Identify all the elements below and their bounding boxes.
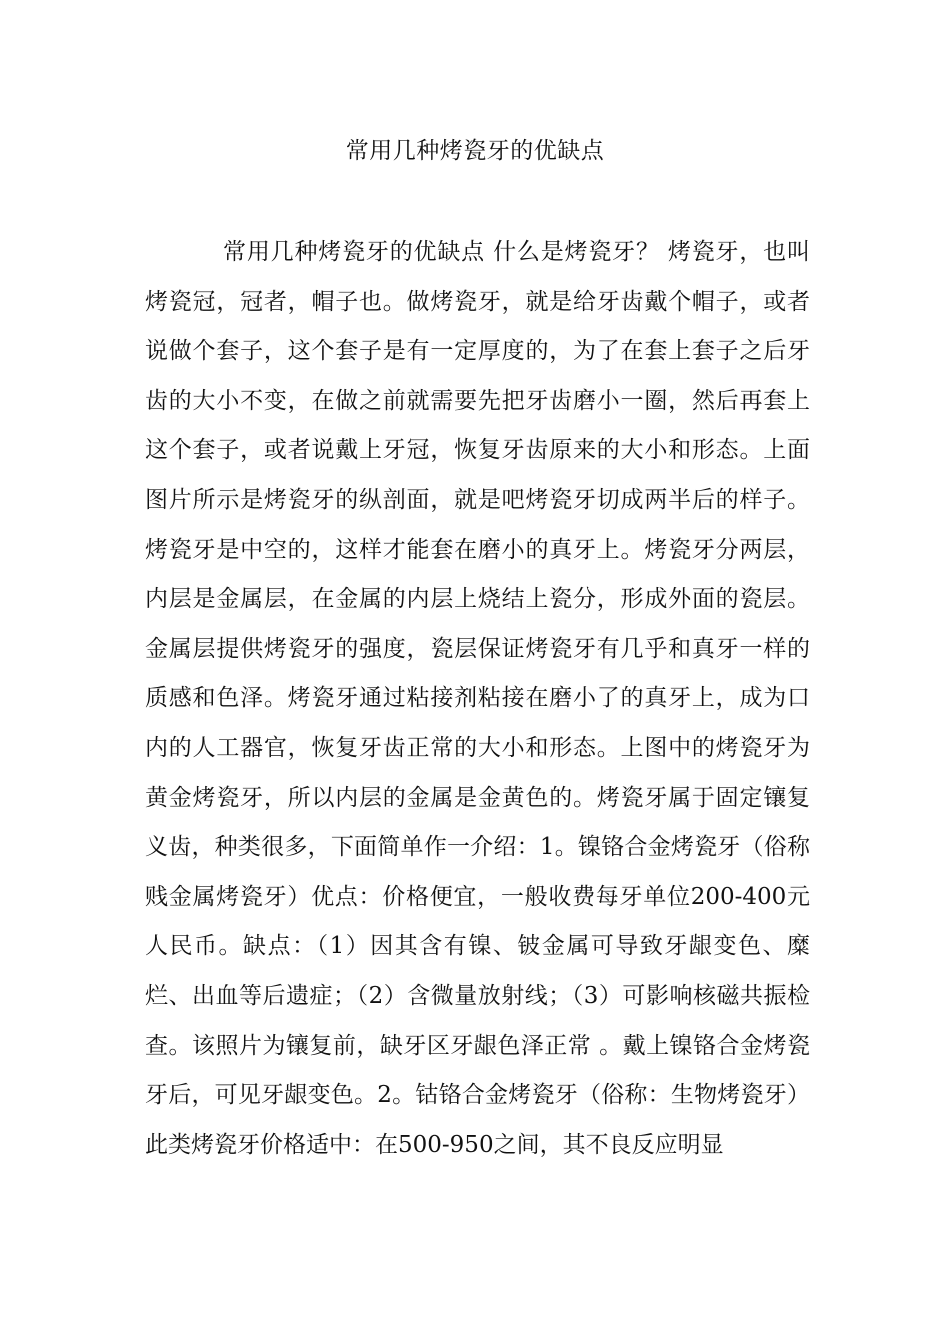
document-body-paragraph: 常用几种烤瓷牙的优缺点 什么是烤瓷牙？ 烤瓷牙，也叫烤瓷冠，冠者，帽子也。做烤瓷牙，就是给牙齿戴个帽子，或者说做个套子，这个套子是有一定厚度的，为了在套上套子之后牙齿的大小不变，在做之前就需要先把牙齿磨小一圈，然后再套上这个套子，或者说戴上牙冠，恢复牙齿原来的大小和形态。上面图片所示是烤瓷牙的纵剖面，就是吧烤瓷牙切成两半后的样子。烤瓷牙是中空的，这样才能套在磨小的真牙上。烤瓷牙分两层，内层是金属层，在金属的内层上烧结上瓷分，形成外面的瓷层。金属层提供烤瓷牙的强度，瓷层保证烤瓷牙有几乎和真牙一样的质感和色泽。烤瓷牙通过粘接剂粘接在磨小了的真牙上，成为口内的人工器官，恢复牙齿正常的大小和形态。上图中的烤瓷牙为黄金烤瓷牙，所以内层的金属是金黄色的。烤瓷牙属于固定镶复义齿，种类很多，下面简单作一介绍：1。镍铬合金烤瓷牙（俗称贱金属烤瓷牙）优点：价格便宜，一般收费每牙单位200-400元人民币。缺点：（1）因其含有镍、铍金属可导致牙龈变色、糜烂、出血等后遗症；（2）含微量放射线；（3）可影响核磁共振检查。该照片为镶复前，缺牙区牙龈色泽正常 。戴上镍铬合金烤瓷牙后，可见牙龈变色。2。钴铬合金烤瓷牙（俗称：生物烤瓷牙）此类烤瓷牙价格适中：在500-950之间，其不良反应明显 xyxy=(145,239,810,1158)
document-title: 常用几种烤瓷牙的优缺点 xyxy=(345,138,605,164)
